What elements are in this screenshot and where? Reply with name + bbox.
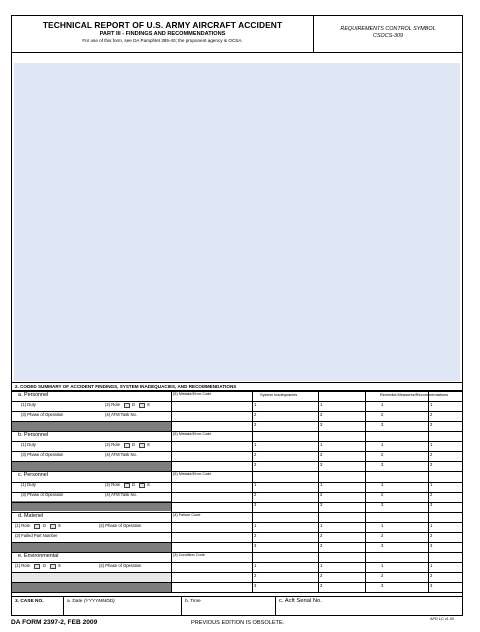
vline-mid	[171, 391, 172, 592]
code-field-a[interactable]: (5) Mistake/Error Code	[173, 392, 212, 396]
atm-label-a: (4) ATM Task No.	[105, 412, 137, 417]
rcs-label: REQUIREMENTS CONTROL SYMBOL	[340, 26, 436, 32]
phase-label-a: (3) Phase of Operation	[21, 412, 64, 417]
sys-input-e-2[interactable]: 2	[254, 573, 257, 578]
rem2-input-c-3[interactable]: 3	[430, 502, 433, 507]
hline-2	[12, 411, 462, 412]
rem2-input-d-2[interactable]: 2	[430, 533, 433, 538]
role-s-label-a: S	[147, 402, 150, 407]
code-field-d[interactable]: (4) Failure Code	[173, 513, 201, 517]
role-label-b: (2) Role	[105, 442, 120, 447]
report-form	[11, 15, 463, 616]
rem2-input-b-3[interactable]: 3	[430, 462, 433, 467]
env-blank-row-e[interactable]	[12, 572, 171, 582]
shade-bar-a	[12, 421, 171, 431]
sys2-input-e-2[interactable]: 2	[320, 573, 323, 578]
phase-label-b: (3) Phase of Operation	[21, 452, 64, 457]
case-no-label: 3. CASE NO.	[12, 597, 64, 615]
form-subtitle: PART III - FINDINGS AND RECOMMENDATIONS	[99, 31, 226, 37]
role-d-box-b[interactable]	[139, 443, 145, 448]
hline-1	[12, 401, 462, 402]
role-d-box-d[interactable]	[50, 524, 56, 529]
hline-13	[12, 522, 462, 523]
code-field-e[interactable]: (3) Condition Code	[173, 553, 205, 557]
rem-input-e-3[interactable]: 3	[381, 583, 384, 588]
phase-label-e: (2) Phase of Operation	[99, 563, 142, 568]
rem-input-c-1[interactable]: 1	[381, 482, 384, 487]
rem-input-e-2[interactable]: 2	[381, 573, 384, 578]
sys2-input-b-2[interactable]: 2	[320, 452, 323, 457]
sys-input-c-3[interactable]: 3	[254, 502, 257, 507]
remedial-header: Remedial Measures/Recommendations	[380, 392, 449, 397]
hline-12	[12, 512, 462, 513]
date-field[interactable]	[64, 597, 182, 615]
sys-input-e-1[interactable]: 1	[254, 563, 257, 568]
sys-input-b-1[interactable]: 1	[254, 442, 257, 447]
sys2-input-c-2[interactable]: 2	[320, 492, 323, 497]
hline-16	[12, 552, 462, 553]
sys2-input-d-1[interactable]: 1	[320, 523, 323, 528]
sys2-input-c-3[interactable]: 3	[320, 502, 323, 507]
shade-bar-e	[12, 582, 171, 592]
hline-8	[12, 471, 462, 472]
hline-14	[12, 532, 462, 533]
role-label-e: (1) Role	[15, 563, 30, 568]
role-p-box-e[interactable]	[34, 564, 40, 569]
group-label-c: c. Personnel	[18, 472, 48, 478]
rem2-input-a-1[interactable]: 1	[430, 402, 433, 407]
rem-input-e-1[interactable]: 1	[381, 563, 384, 568]
sys-input-b-3[interactable]: 3	[254, 462, 257, 467]
rem-input-b-1[interactable]: 1	[381, 442, 384, 447]
hline-18	[12, 572, 462, 573]
hline-10	[12, 492, 462, 493]
sys-input-e-3[interactable]: 3	[254, 583, 257, 588]
findings-section	[12, 52, 462, 382]
hline-0	[12, 391, 462, 392]
hline-6	[12, 451, 462, 452]
rem2-input-e-2[interactable]: 2	[430, 573, 433, 578]
code-field-c[interactable]: (5) Mistake/Error Code	[173, 472, 212, 476]
hline-3	[12, 421, 462, 422]
rem-input-d-1[interactable]: 1	[381, 523, 384, 528]
role-d-box-c[interactable]	[139, 483, 145, 488]
rem2-input-e-3[interactable]: 3	[430, 583, 433, 588]
hline-11	[12, 502, 462, 503]
role-d-label-e: D	[43, 563, 47, 568]
coded-summary-grid	[12, 391, 462, 595]
sys2-input-e-1[interactable]: 1	[320, 563, 323, 568]
rcs-box	[314, 16, 462, 52]
hline-19	[12, 582, 462, 583]
role-p-box-b[interactable]	[124, 443, 130, 448]
duty-label-c: (1) Duty	[21, 482, 36, 487]
serial-label: c. Acft Serial No.	[279, 598, 322, 604]
rem2-input-d-1[interactable]: 1	[430, 523, 433, 528]
rem-input-a-1[interactable]: 1	[381, 402, 384, 407]
sys-input-d-2[interactable]: 2	[254, 533, 257, 538]
vline-rem	[365, 391, 366, 592]
rem-input-a-3[interactable]: 3	[381, 422, 384, 427]
rem2-input-c-2[interactable]: 2	[430, 492, 433, 497]
form-title: TECHNICAL REPORT OF U.S. ARMY AIRCRAFT ACCIDENT	[42, 20, 283, 30]
hline-17	[12, 562, 462, 563]
role-d-label-d: D	[43, 523, 47, 528]
sys2-input-b-3[interactable]: 3	[320, 462, 323, 467]
sys-input-a-1[interactable]: 1	[254, 402, 257, 407]
sys-input-a-2[interactable]: 2	[254, 412, 257, 417]
form-header	[12, 16, 314, 52]
hline-15	[12, 542, 462, 543]
shade-bar-d	[12, 542, 171, 552]
system-inadequacies-header: System Inadequacies	[260, 392, 298, 397]
role-s-label-c: S	[147, 482, 150, 487]
failed-part-label-d: (3) Failed Part Number	[15, 533, 58, 538]
sys-input-b-2[interactable]: 2	[254, 452, 257, 457]
rem-input-c-3[interactable]: 3	[381, 502, 384, 507]
role-p-box-d[interactable]	[34, 524, 40, 529]
hline-20	[12, 592, 462, 593]
sys2-input-c-1[interactable]: 1	[320, 482, 323, 487]
role-p-box-a[interactable]	[124, 403, 130, 408]
sys-input-d-1[interactable]: 1	[254, 523, 257, 528]
role-label-d: (1) Role	[15, 523, 30, 528]
role-d-box-a[interactable]	[139, 403, 145, 408]
apd-version: APD LC v1.00	[430, 617, 455, 621]
sys2-input-d-3[interactable]: 3	[320, 543, 323, 548]
role-d-label-b: D	[132, 442, 136, 447]
rem-input-a-2[interactable]: 2	[381, 412, 384, 417]
hline-7	[12, 461, 462, 462]
sys-input-c-1[interactable]: 1	[254, 482, 257, 487]
rem-input-c-2[interactable]: 2	[381, 492, 384, 497]
rcs-code: CSOCS-309	[373, 33, 403, 39]
group-label-d: d. Materiel	[18, 513, 44, 519]
findings-textarea[interactable]	[14, 63, 460, 381]
sys2-input-a-1[interactable]: 1	[320, 402, 323, 407]
code-field-b[interactable]: (5) Mistake/Error Code	[173, 432, 212, 436]
sys2-input-a-2[interactable]: 2	[320, 412, 323, 417]
rem-input-d-3[interactable]: 3	[381, 543, 384, 548]
group-label-b: b. Personnel	[18, 432, 49, 438]
serial-field[interactable]	[276, 597, 462, 615]
atm-label-b: (4) ATM Task No.	[105, 452, 137, 457]
date-label: a. Date	[67, 599, 83, 604]
case-section	[12, 596, 462, 615]
form-id: DA FORM 2397-2, FEB 2009	[11, 619, 98, 626]
vline-n2	[428, 391, 429, 592]
role-d-label-c: D	[132, 482, 136, 487]
vline-n1	[318, 391, 319, 592]
sys2-input-e-3[interactable]: 3	[320, 583, 323, 588]
sys2-input-b-1[interactable]: 1	[320, 442, 323, 447]
role-s-label-b: S	[147, 442, 150, 447]
hline-4	[12, 431, 462, 432]
coded-summary-title: 2. CODED SUMMARY OF ACCIDENT FINDINGS, SYSTEM INADEQUACIES, AND RECOMMENDATIONS	[12, 382, 462, 391]
rem2-input-a-2[interactable]: 2	[430, 412, 433, 417]
group-label-a: a. Personnel	[18, 392, 49, 398]
rem2-input-c-1[interactable]: 1	[430, 482, 433, 487]
date-format: (YYYYMMDD)	[83, 599, 115, 604]
rem2-input-b-2[interactable]: 2	[430, 452, 433, 457]
rem2-input-a-3[interactable]: 3	[430, 422, 433, 427]
sys2-input-a-3[interactable]: 3	[320, 422, 323, 427]
sys2-input-d-2[interactable]: 2	[320, 533, 323, 538]
sys-input-c-2[interactable]: 2	[254, 492, 257, 497]
role-s-label-e: S	[58, 563, 61, 568]
role-label-c: (2) Role	[105, 482, 120, 487]
duty-label-a: (1) Duty	[21, 402, 36, 407]
edition-note: PREVIOUS EDITION IS OBSOLETE.	[191, 620, 285, 626]
role-d-box-e[interactable]	[50, 564, 56, 569]
rem2-input-b-1[interactable]: 1	[430, 442, 433, 447]
phase-label-d: (2) Phase of Operation	[99, 523, 142, 528]
time-field[interactable]	[182, 597, 276, 615]
rem-input-b-3[interactable]: 3	[381, 462, 384, 467]
role-s-label-d: S	[58, 523, 61, 528]
time-label: b. Time	[185, 599, 201, 604]
hline-5	[12, 441, 462, 442]
vline-sys	[252, 391, 253, 592]
sys-input-d-3[interactable]: 3	[254, 543, 257, 548]
rem2-input-e-1[interactable]: 1	[430, 563, 433, 568]
sys-input-a-3[interactable]: 3	[254, 422, 257, 427]
shade-bar-b	[12, 461, 171, 471]
role-p-box-c[interactable]	[124, 483, 130, 488]
duty-label-b: (1) Duty	[21, 442, 36, 447]
group-label-e: e. Environmental	[18, 553, 59, 559]
role-d-label-a: D	[132, 402, 136, 407]
rem2-input-d-3[interactable]: 3	[430, 543, 433, 548]
atm-label-c: (4) ATM Task No.	[105, 492, 137, 497]
hline-9	[12, 482, 462, 483]
rem-input-d-2[interactable]: 2	[381, 533, 384, 538]
rem-input-b-2[interactable]: 2	[381, 452, 384, 457]
role-label-a: (2) Role	[105, 402, 120, 407]
phase-label-c: (3) Phase of Operation	[21, 492, 64, 497]
use-note: For use of this form, see DA Pamphlet 385-40; the proponent agency is OCSA.	[82, 38, 243, 43]
